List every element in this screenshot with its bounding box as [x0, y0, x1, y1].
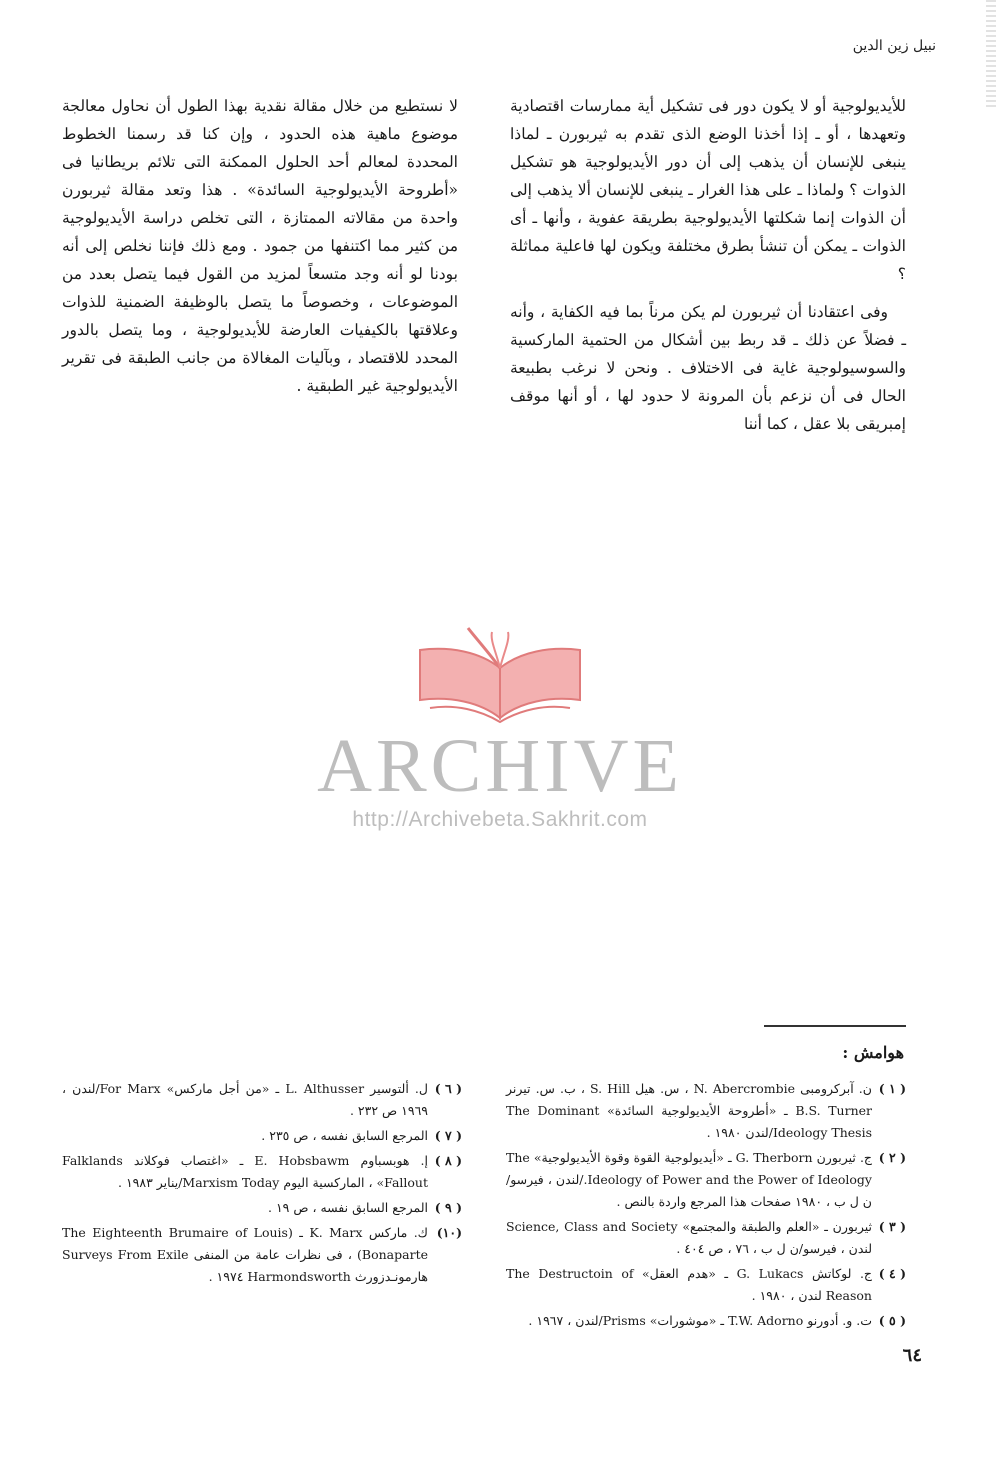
- watermark-url: http://Archivebeta.Sakhrit.com: [352, 808, 648, 831]
- page-edge-shadow: [986, 0, 996, 110]
- footnote-text: ك. ماركس K. Marx ـ (The Eighteenth Brumaire of Louis Bonaparte) ، فى نظرات عامة من المنفى Surveys From Exile هارمونـدزورث Harmondsworth ١٩٧٤ .: [62, 1225, 428, 1284]
- page-number: ٦٤: [902, 1345, 922, 1366]
- footnote-number: ( ١ ): [878, 1081, 906, 1096]
- archive-watermark: [300, 622, 700, 832]
- footnote-text: ل. ألتوسير L. Althusser ـ «من أجل ماركس» For Marx/لندن ، ١٩٦٩ ص ٢٣٢ .: [62, 1081, 428, 1118]
- running-head: نبيل زين الدين: [852, 38, 936, 54]
- footnote: [62, 1197, 462, 1219]
- footnote-number: ( ٢ ): [878, 1150, 906, 1165]
- footnotes-column-left: [62, 1078, 462, 1291]
- footnote: [62, 1078, 462, 1122]
- footnote-number: ( ٣ ): [878, 1219, 906, 1234]
- open-book-icon: [410, 622, 590, 732]
- footnote-text: ت. و. أدورنو T.W. Adorno ـ «موشورات» Prisms/لندن ، ١٩٦٧ .: [528, 1313, 872, 1328]
- paragraph: للأيديولوجية أو لا يكون دور فى تشكيل أية ممارسات اقتصادية وتعهدها ، أو ـ إذا أخذنا الوضع الذى تقدم به ثيربورن ـ لماذا ينبغى للإنسان أن يذهب إلى أن دور الأيديولوجية هو تشكيل الذوات ؟ ولماذا ـ على هذا الغرار ـ ينبغى للإنسان ألا يذهب إلى أن الذوات إنما شكلتها الأيديولوجية بطريقة عفوية ، وأنها ـ أى الذوات ـ يمكن أن تنشأ بطرق مختلفة ويكون لها فاعلية مماثلة ؟: [510, 97, 906, 283]
- watermark-title: ARCHIVE: [317, 724, 683, 808]
- footnote-number: ( ٩ ): [434, 1200, 462, 1215]
- footnote-number: ( ٦ ): [434, 1081, 462, 1096]
- footnotes-heading: هوامش :: [842, 1043, 904, 1062]
- body-column-right: [510, 92, 906, 448]
- footnote: [62, 1222, 462, 1288]
- body-column-left: [62, 92, 458, 410]
- footnote: [506, 1147, 906, 1213]
- footnote-number: ( ٨ ): [434, 1153, 462, 1168]
- footnote-number: ( ٧ ): [434, 1128, 462, 1143]
- footnote: [506, 1310, 906, 1332]
- footnote-text: إ. هوبسباوم E. Hobsbawm ـ «اغتصاب فوكلاند Falklands Fallout» ، الماركسية اليوم Marxism Today/يناير ١٩٨٣ .: [62, 1153, 428, 1190]
- footnotes-column-right: [506, 1078, 906, 1335]
- footnote: [506, 1078, 906, 1144]
- footnote-text: المرجع السابق نفسه ، ص ٢٣٥ .: [261, 1128, 428, 1143]
- footnote: [506, 1216, 906, 1260]
- paragraph: لا نستطيع من خلال مقالة نقدية بهذا الطول أن نحاول معالجة موضوع ماهية هذه الحدود ، وإن كنا قد رسمنا الخطوط المحددة لمعالم أحد الحلول الممكنة التى تلائم بريطانيا فى «أطروحة الأيديولوجية السائدة» . هذا وتعد مقالة ثيربورن واحدة من مقالاته الممتازة ، التى تخلص دراسة الأيديولوجية من كثير مما اكتنفها من جمود . ومع ذلك فإننا نخلص إلى أنه بودنا لو أنه وجد متسعاً لمزيد من القول فيما يتصل بعدد من الموضوعات ، وخصوصاً ما يتصل بالوظيفة الضمنية للذوات وعلاقتها بالكيفيات العارضة للأيديولوجية ، وما يتصل بالدور المحدد للاقتصاد ، وبآليات المغالاة من جانب الطبقة فى تقرير الأيديولوجية غير الطبقية .: [62, 97, 458, 395]
- footnote-number: (١٠): [436, 1225, 462, 1240]
- footnote-text: ج. لوكاتش G. Lukacs ـ «هدم العقل» The Destructoin of Reason لندن ، ١٩٨٠ .: [506, 1266, 872, 1303]
- footnote-text: المرجع السابق نفسه ، ص ١٩ .: [268, 1200, 428, 1215]
- footnote: [62, 1150, 462, 1194]
- footnote-text: ثيربورن ـ «العلم والطبقة والمجتمع» Science, Class and Society لندن ، فيرسو/ن ل ب ، ٧٦ ، ص ٤٠٤ .: [506, 1219, 872, 1256]
- footnote-text: ن. آبركرومبى N. Abercrombie ، س. هيل S. Hill ، ب. س. تيرنر B.S. Turner ـ «أطروحة الأيديولوجية السائدة» The Dominant Ideology Thesis/لندن ١٩٨٠ .: [506, 1081, 873, 1140]
- footnote-text: ج. ثيربورن G. Therborn ـ «أيديولوجية القوة وقوة الأيديولوجية» The Ideology of Power and the Power of Ideology./لندن ، فيرسو/ن ل ب ، ١٩٨٠ صفحات هذا المرجع واردة بالنص .: [506, 1150, 872, 1209]
- footnote-number: ( ٥ ): [878, 1313, 906, 1328]
- footnote: [62, 1125, 462, 1147]
- footnote: [506, 1263, 906, 1307]
- footnote-divider: [764, 1025, 906, 1027]
- footnote-number: ( ٤ ): [878, 1266, 906, 1281]
- paragraph: وفى اعتقادنا أن ثيربورن لم يكن مرناً بما فيه الكفاية ، وأنه ـ فضلاً عن ذلك ـ قد ربط بين أشكال من الحتمية الماركسية والسوسيولوجية غاية فى الاختلاف . ونحن لا نرغب بطبيعة الحال فى أن نزعم بأن المرونة لا حدود لها ، أو أنها موقف إمبريقى بلا عقل ، كما أننا: [510, 303, 906, 433]
